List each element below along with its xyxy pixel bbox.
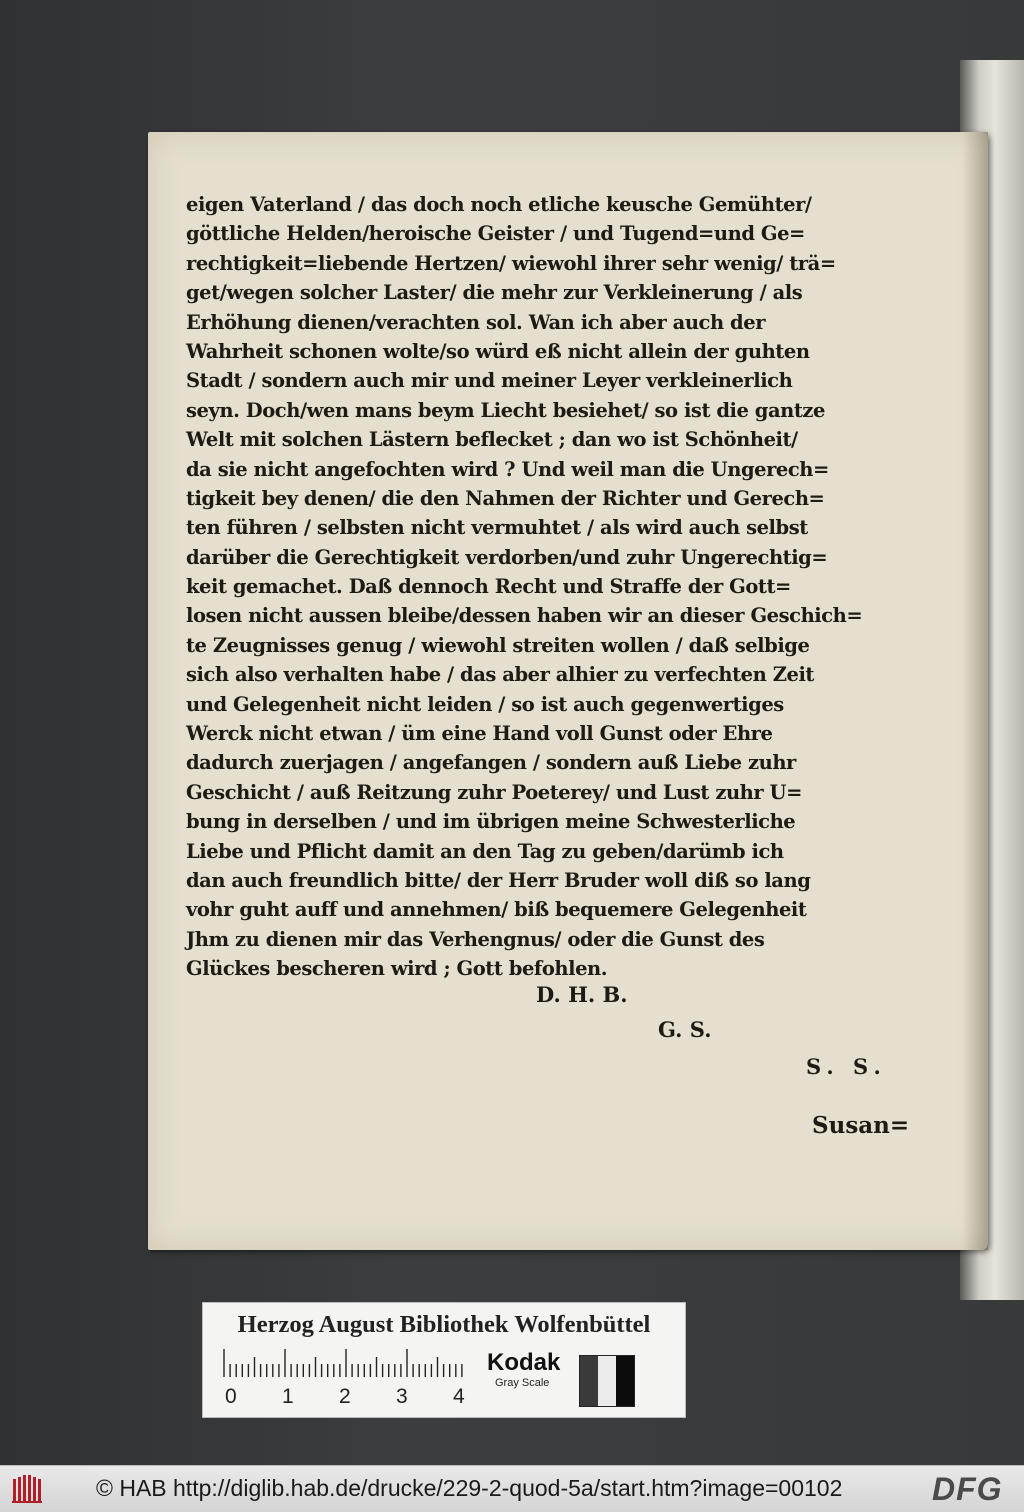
- text-line: ten führen / selbsten nicht vermuhtet / als wird auch selbst: [186, 516, 808, 540]
- library-name: Herzog August Bibliothek Wolfenbüttel: [237, 1311, 651, 1338]
- hab-logo-icon: [12, 1475, 46, 1503]
- swatch-dark-gray: [580, 1356, 598, 1406]
- ruler-numbers: [225, 1385, 475, 1409]
- text-line: vohr guht auff und annehmen/ biß bequemere Gelegenheit: [186, 898, 807, 922]
- text-line: seyn. Doch/wen mans beym Liecht besiehet/ so ist die gantze: [186, 398, 826, 422]
- ruler-number: 4: [453, 1385, 465, 1408]
- ruler-scale: [223, 1349, 467, 1377]
- copyright-url-text[interactable]: © HAB http://diglib.hab.de/drucke/229-2-quod-5a/start.htm?image=00102: [96, 1475, 843, 1501]
- library-label-card: [202, 1302, 686, 1418]
- text-line: dadurch zuerjagen / angefangen / sondern auß Liebe zuhr: [186, 751, 796, 775]
- page-text-block: [186, 190, 922, 984]
- dfg-logo: DFG: [932, 1471, 1003, 1507]
- gray-scale-label: Gray Scale: [495, 1377, 550, 1389]
- text-line: te Zeugnisses genug / wiewohl streiten wollen / daß selbige: [186, 633, 810, 657]
- ruler-number: 3: [396, 1385, 408, 1408]
- text-line: losen nicht aussen bleibe/dessen haben wir an dieser Geschich=: [186, 604, 863, 628]
- kodak-logo-text: Kodak: [487, 1349, 561, 1376]
- text-line: da sie nicht angefochten wird ? Und weil man die Ungerech=: [186, 457, 829, 481]
- page-gutter-shadow: [962, 132, 988, 1250]
- text-line: Wahrheit schonen wolte/so würd eß nicht allein der guhten: [186, 339, 810, 363]
- text-line: eigen Vaterland / das doch noch etliche keusche Gemühter/: [186, 193, 812, 216]
- text-line: bung in derselben / und im übrigen meine Schwesterliche: [186, 810, 796, 834]
- text-line: keit gemachet. Daß dennoch Recht und Straffe der Gott=: [186, 575, 791, 599]
- text-line: Glückes bescheren wird ; Gott befohlen.: [186, 957, 608, 981]
- text-line: rechtigkeit=liebende Hertzen/ wiewohl ihrer sehr wenig/ trä=: [186, 251, 836, 275]
- ruler-number: 2: [339, 1385, 351, 1408]
- swatch-white: [598, 1356, 616, 1406]
- text-line: tigkeit bey denen/ die den Nahmen der Richter und Gerech=: [186, 486, 825, 510]
- signature-initials-3: S. S.: [806, 1054, 887, 1079]
- ruler-number: 1: [282, 1385, 294, 1408]
- text-line: Jhm zu dienen mir das Verhengnus/ oder die Gunst des: [186, 927, 765, 951]
- text-line: Geschicht / auß Reitzung zuhr Poeterey/ und Lust zuhr U=: [186, 780, 803, 804]
- text-line: und Gelegenheit nicht leiden / so ist auch gegenwertiges: [186, 692, 784, 716]
- ruler-number: 0: [225, 1385, 237, 1408]
- text-line: Liebe und Pflicht damit an den Tag zu geben/darümb ich: [186, 839, 784, 863]
- text-line: Welt mit solchen Lästern beflecket ; dan wo ist Schönheit/: [186, 428, 798, 452]
- signature-initials-1: D. H. B.: [536, 982, 628, 1007]
- text-line: sich also verhalten habe / das aber alhier zu verfechten Zeit: [186, 663, 814, 687]
- swatch-black: [616, 1356, 634, 1406]
- footer-bar: [0, 1465, 1024, 1512]
- text-line: Werck nicht etwan / üm eine Hand voll Gunst oder Ehre: [186, 722, 773, 746]
- catchword: Susan=: [812, 1112, 910, 1139]
- text-line: get/wegen solcher Laster/ die mehr zur Verkleinerung / als: [186, 281, 803, 305]
- text-line: göttliche Helden/heroische Geister / und Tugend=und Ge=: [186, 222, 805, 246]
- gray-scale-swatch: [579, 1355, 635, 1407]
- signature-initials-2: G. S.: [658, 1017, 712, 1042]
- text-line: Stadt / sondern auch mir und meiner Leyer verkleinerlich: [186, 369, 793, 393]
- text-line: Erhöhung dienen/verachten sol. Wan ich aber auch der: [186, 310, 766, 334]
- text-line: darüber die Gerechtigkeit verdorben/und zuhr Ungerechtig=: [186, 545, 828, 569]
- text-line: dan auch freundlich bitte/ der Herr Bruder woll diß so lang: [186, 868, 811, 892]
